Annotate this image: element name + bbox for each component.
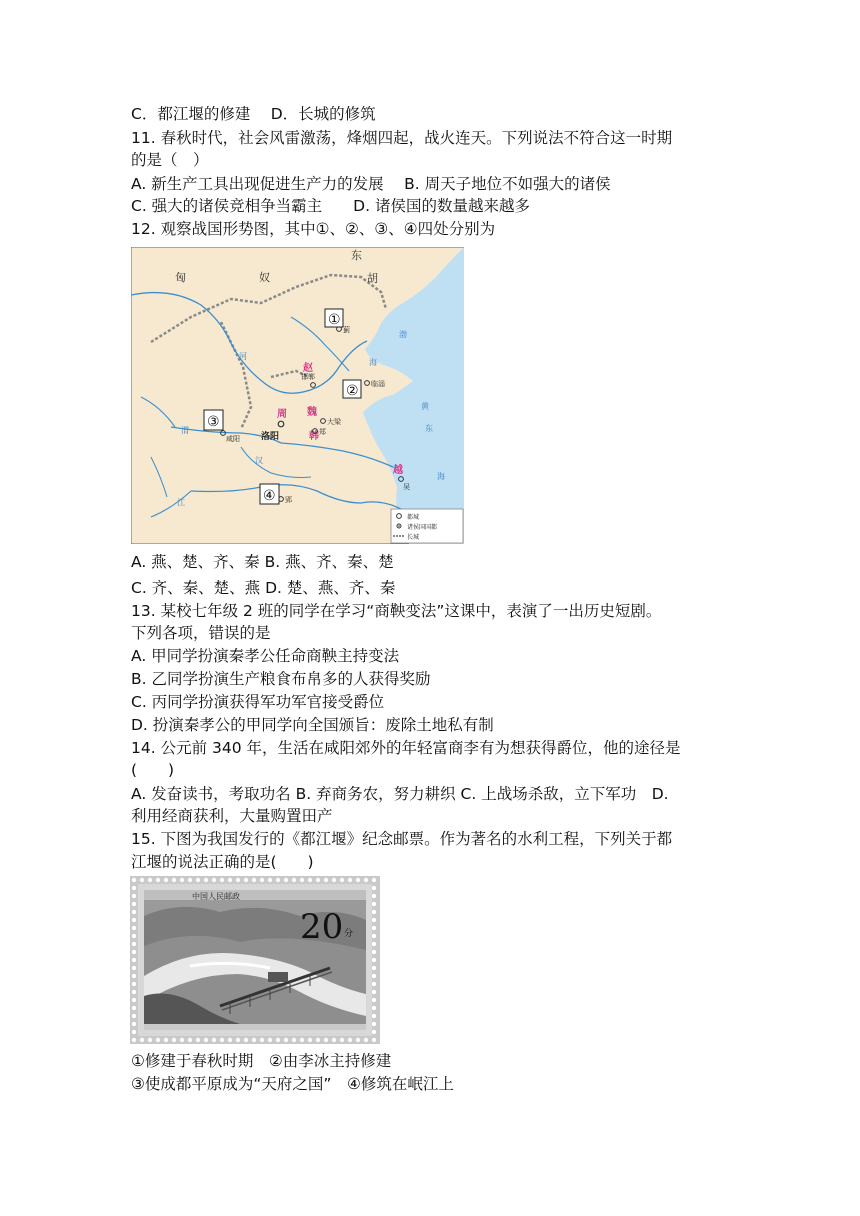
stamp-value: 20: [300, 907, 344, 947]
map-city-zheng: 郑: [319, 428, 326, 436]
map-state-zhou: 周: [277, 409, 287, 420]
map-label-hu: 胡: [367, 272, 378, 285]
map-city-ji: 蓟: [343, 326, 350, 334]
line-c-d-options: C．都江堰的修建 D．长城的修筑: [131, 105, 376, 123]
question-11-options-cd: C. 强大的诸侯竞相争当霸主 D. 诸侯国的数量越来越多: [131, 197, 530, 215]
stamp-unit: 分: [344, 929, 354, 939]
map-label-nu: 奴: [259, 271, 270, 284]
map-legend-great-wall: 长城: [407, 534, 420, 541]
map-state-han: 韩: [309, 431, 319, 442]
map-city-daliang: 大梁: [327, 418, 341, 426]
map-city-luoyang: 洛阳: [261, 432, 280, 442]
map-city-linzi: 临淄: [371, 380, 385, 388]
map-label-sea-2: 海: [369, 358, 377, 367]
question-15: 15. 下图为我国发行的《都江堰》纪念邮票。作为著名的水利工程，下列关于都: [131, 830, 673, 848]
question-13-option-d: D. 扮演秦孝公的甲同学向全国颁旨：废除土地私有制: [131, 716, 494, 734]
question-15-statement-1: ①修建于春秋时期 ②由李冰主持修建: [131, 1052, 392, 1070]
question-13-cont: 下列各项，错误的是: [131, 624, 271, 642]
map-city-xianyang: 咸阳: [226, 435, 240, 443]
map-label-river-he: 河: [239, 352, 247, 361]
question-11-options-ab: A. 新生产工具出现促进生产力的发展 B. 周天子地位不如强大的诸侯: [131, 175, 611, 193]
stamp-issuer: 中国人民邮政: [192, 892, 240, 901]
map-label-river-han: 汉: [255, 456, 263, 465]
question-13-option-b: B. 乙同学扮演生产粮食布帛多的人获得奖励: [131, 670, 431, 688]
question-14-option-d: 利用经商获利，大量购置田产: [131, 807, 333, 825]
map-marker-2: ②: [346, 383, 359, 399]
question-14: 14. 公元前 340 年，生活在咸阳郊外的年轻富商李有为想获得爵位，他的途径是: [131, 739, 681, 757]
question-13-option-a: A. 甲同学扮演秦孝公任命商鞅主持变法: [131, 647, 400, 665]
map-label-sea-4: 东: [425, 424, 433, 433]
question-12: 12. 观察战国形势图，其中①、②、③、④四处分别为: [131, 220, 496, 238]
map-legend-state-capital: 诸侯国国都: [407, 524, 438, 531]
question-14-options: A. 发奋读书，考取功名 B. 弃商务农，努力耕织 C. 上战场杀敌，立下军功 D.: [131, 785, 669, 803]
map-city-ying: 郢: [285, 496, 292, 504]
question-13: 13. 某校七年级 2 班的同学在学习“商鞅变法”这课中，表演了一出历史短剧。: [131, 602, 662, 620]
map-city-handan: 邯郸: [301, 373, 315, 381]
question-15-cont: 江堰的说法正确的是( ): [131, 853, 314, 871]
question-11-cont: 的是（ ）: [131, 151, 209, 169]
map-label-sea-1: 渤: [399, 330, 407, 339]
map-state-wei: 魏: [307, 407, 317, 418]
map-city-wu: 吴: [403, 483, 410, 491]
map-label-river-wei: 渭: [181, 426, 189, 435]
map-marker-4: ④: [263, 488, 276, 504]
map-marker-1: ①: [328, 312, 341, 328]
map-label-xiong: 匈: [175, 271, 186, 284]
map-label-river-jiang: 江: [177, 498, 185, 507]
dujiangyan-stamp: [130, 876, 380, 1044]
map-label-dong: 东: [351, 249, 362, 262]
map-marker-3: ③: [207, 414, 220, 430]
map-label-sea-3: 黄: [421, 402, 429, 411]
map-state-yue: 越: [393, 465, 403, 476]
map-state-zhao: 赵: [303, 363, 313, 374]
question-13-option-c: C. 丙同学扮演获得军功军官接受爵位: [131, 693, 385, 711]
question-14-cont: ( ): [131, 761, 175, 779]
question-12-options-cd: C. 齐、秦、楚、燕 D. 楚、燕、齐、秦: [131, 579, 396, 597]
warring-states-map: [131, 247, 464, 544]
map-legend-capital: 都城: [407, 514, 420, 521]
question-15-statement-2: ③使成都平原成为“天府之国” ④修筑在岷江上: [131, 1075, 454, 1093]
map-label-sea-5: 海: [437, 472, 445, 481]
question-12-options-ab: A. 燕、楚、齐、秦 B. 燕、齐、秦、楚: [131, 553, 394, 571]
question-11: 11. 春秋时代，社会风雷激荡，烽烟四起，战火连天。下列说法不符合这一时期: [131, 129, 673, 147]
